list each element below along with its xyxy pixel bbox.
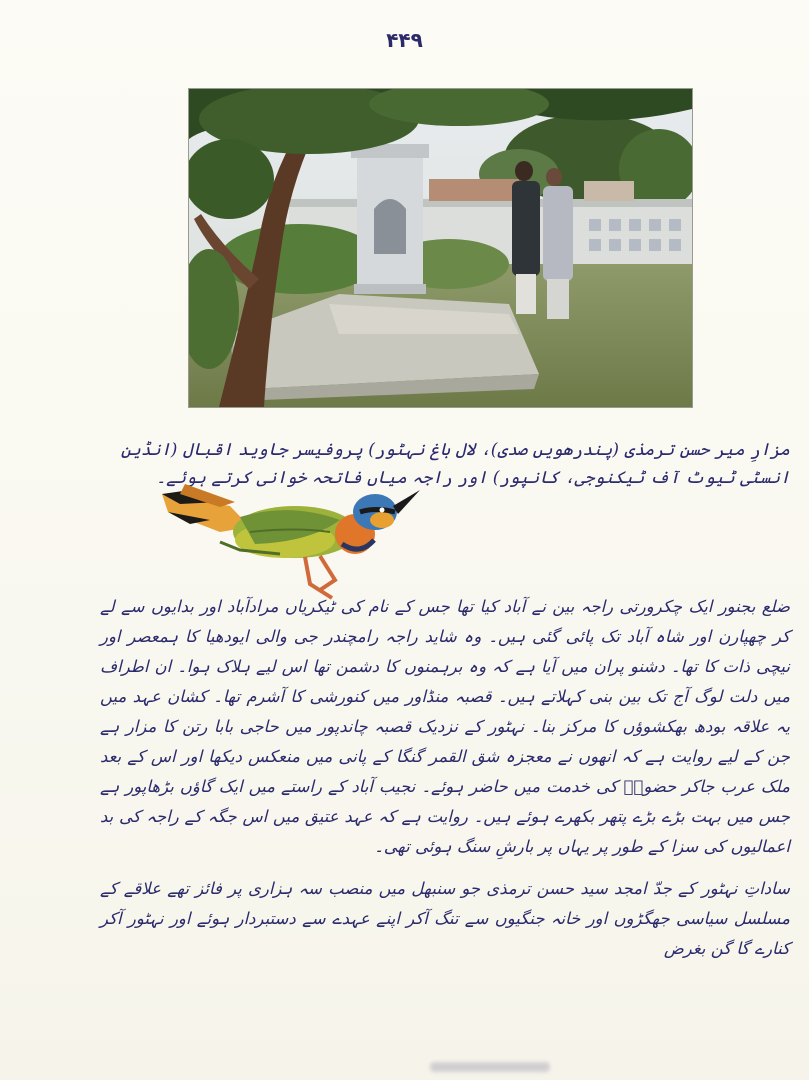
photo-caption: مزارِ میر حسن ترمذی (پندرھویں صدی)، لال باغ نہٹور) پروفیسر جاوید اقبال (انڈین انسٹی ٹیوٹ آف ٹیکنوجی، کانپور) اور راجہ میاں فاتحہ خوانی کرتے ہوئے۔ bbox=[120, 440, 790, 488]
body-text bbox=[100, 592, 790, 976]
bee-eater-bird-icon bbox=[160, 472, 422, 602]
scan-smudge bbox=[430, 1062, 550, 1072]
paragraph-2: ساداتِ نہٹور کے جدّ امجد سید حسن ترمذی جو سنبھل میں منصب سہ ہزاری پر فائز تھے علاقے کے مسلسل سیاسی جھگڑوں اور خانہ جنگیوں سے تنگ آکر اپنے عہدے سے دستبردار ہوئے اور نہٹور آکر کنارے گا گن بغرض bbox=[100, 879, 790, 958]
bird-illustration bbox=[160, 472, 422, 602]
shrine-photo bbox=[188, 88, 693, 408]
page-number: ۴۴۹ bbox=[386, 28, 423, 52]
photo-shrine-scene-icon bbox=[189, 89, 692, 407]
paragraph-1: ضلع بجنور ایک چکرورتی راجہ بین نے آباد کیا تھا جس کے نام کی ٹیکریاں مرادآباد اور بدایوں سے لے کر چھپارن اور شاہ آباد تک پائی گئی ہیں۔ وہ شاید راجہ رامچندر جی والی ایودھیا کا ہمعصر اور نیچی ذات کا تھا۔ دشنو پران میں آیا ہے کہ وہ برہمنوں کا دشمن تھا اس لیے ہلاک ہوا۔ ان اطراف میں دلت لوگ آج تک بین بنی کہلاتے ہیں۔ قصبہ منڈاور میں کنورشی کا آشرم تھا۔ کشان عہد میں یہ علاقہ بودھ بھکشوؤں کا مرکز بنا۔ نہٹور کے نزدیک قصبہ چاندپور میں حاجی بابا رتن کا مزار ہے جن کے لیے روایت ہے کہ انھوں نے معجزہ شق القمر گنگا کے پانی میں منعکس دیکھا اور اس کے بعد ملک عرب جاکر حضورؐ کی خدمت میں حاضر ہوئے۔ نجیب آباد کے راستے میں ایک گاؤں بڑھاپور ہے جس میں بہت بڑے بڑے پتھر بکھرے ہوئے ہیں۔ روایت ہے کہ عہد عتیق میں اس جگہ کے راجہ کی بد اعمالیوں کی سزا کے طور پر یہاں پر بارشِ سنگ ہوئی تھی۔ bbox=[100, 597, 790, 856]
